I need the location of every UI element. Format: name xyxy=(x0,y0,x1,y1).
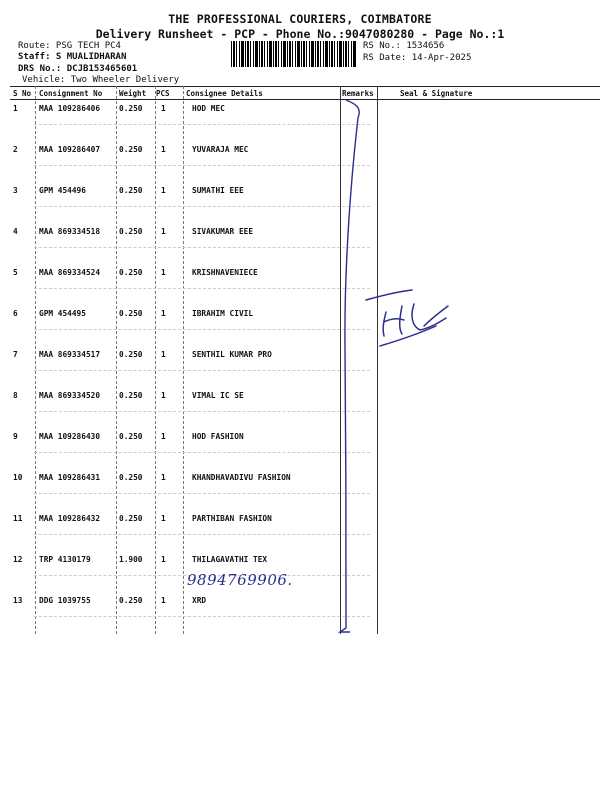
staff-label: Staff: S MUALIDHARAN xyxy=(18,52,127,62)
row-separator xyxy=(34,493,370,494)
row-separator xyxy=(34,452,370,453)
row-consignee: THILAGAVATHI TEX xyxy=(192,555,268,564)
row-consignment: MAA 869334524 xyxy=(39,268,101,277)
row-consignment: MAA 109286407 xyxy=(39,145,101,154)
table-row xyxy=(10,305,600,346)
row-pcs: 1 xyxy=(161,391,166,400)
row-weight: 0.250 xyxy=(119,104,143,113)
row-consignment: MAA 869334520 xyxy=(39,391,101,400)
row-pcs: 1 xyxy=(161,145,166,154)
row-pcs: 1 xyxy=(161,555,166,564)
row-consignee: HOD FASHION xyxy=(192,432,244,441)
row-sno: 4 xyxy=(13,227,18,236)
row-sno: 12 xyxy=(13,555,23,564)
row-consignment: MAA 109286430 xyxy=(39,432,101,441)
row-pcs: 1 xyxy=(161,268,166,277)
runsheet-subtitle: Delivery Runsheet - PCP - Phone No.:9047080280 - Page No.:1 xyxy=(95,27,505,41)
table-top-border xyxy=(10,86,600,87)
row-weight: 0.250 xyxy=(119,514,143,523)
row-consignee: KRISHNAVENIECE xyxy=(192,268,258,277)
col-header-sno: S No xyxy=(13,89,32,98)
row-sno: 10 xyxy=(13,473,23,482)
row-separator xyxy=(34,616,370,617)
row-pcs: 1 xyxy=(161,432,166,441)
row-pcs: 1 xyxy=(161,309,166,318)
row-separator xyxy=(34,288,370,289)
barcode-icon xyxy=(231,41,357,67)
table-row xyxy=(10,141,600,182)
row-pcs: 1 xyxy=(161,186,166,195)
row-sno: 6 xyxy=(13,309,18,318)
table-row xyxy=(10,223,600,264)
row-separator xyxy=(34,206,370,207)
row-weight: 1.900 xyxy=(119,555,143,564)
col-header-seal: Seal & Signature xyxy=(400,89,473,98)
row-weight: 0.250 xyxy=(119,186,143,195)
row-separator xyxy=(34,247,370,248)
row-sno: 3 xyxy=(13,186,18,195)
col-header-consignee: Consignee Details xyxy=(186,89,263,98)
table-row xyxy=(10,428,600,469)
drs-number: DRS No.: DCJB153465601 xyxy=(18,64,138,74)
row-sno: 7 xyxy=(13,350,18,359)
table-row xyxy=(10,182,600,223)
row-pcs: 1 xyxy=(161,350,166,359)
row-consignee: XRD xyxy=(192,596,207,605)
row-consignment: MAA 869334517 xyxy=(39,350,101,359)
row-separator xyxy=(34,411,370,412)
company-title: THE PROFESSIONAL COURIERS, COIMBATORE xyxy=(168,12,432,26)
row-sno: 9 xyxy=(13,432,18,441)
row-consignment: DDG 1039755 xyxy=(39,596,91,605)
row-sno: 8 xyxy=(13,391,18,400)
table-row xyxy=(10,387,600,428)
row-pcs: 1 xyxy=(161,514,166,523)
row-pcs: 1 xyxy=(161,227,166,236)
row-weight: 0.250 xyxy=(119,268,143,277)
row-consignee: YUVARAJA MEC xyxy=(192,145,249,154)
row-consignee: HOD MEC xyxy=(192,104,225,113)
row-weight: 0.250 xyxy=(119,596,143,605)
row-consignment: MAA 869334518 xyxy=(39,227,101,236)
table-row xyxy=(10,346,600,387)
runsheet-table xyxy=(10,86,600,634)
row-consignment: TRP 4130179 xyxy=(39,555,91,564)
handwritten-phone: 9894769906. xyxy=(187,571,293,589)
row-separator xyxy=(34,370,370,371)
row-sno: 1 xyxy=(13,104,18,113)
table-row xyxy=(10,469,600,510)
row-pcs: 1 xyxy=(161,596,166,605)
row-consignment: MAA 109286406 xyxy=(39,104,101,113)
row-weight: 0.250 xyxy=(119,145,143,154)
table-row xyxy=(10,100,600,141)
vehicle-label: Vehicle: Two Wheeler Delivery xyxy=(22,75,180,85)
table-row xyxy=(10,264,600,305)
row-consignee: SUMATHI EEE xyxy=(192,186,244,195)
row-sno: 2 xyxy=(13,145,18,154)
row-weight: 0.250 xyxy=(119,227,143,236)
col-header-consignment: Consignment No xyxy=(39,89,103,98)
row-consignment: GPM 454496 xyxy=(39,186,86,195)
row-consignee: SIVAKUMAR EEE xyxy=(192,227,254,236)
col-header-pcs: PCS xyxy=(156,89,170,98)
rs-date: RS Date: 14-Apr-2025 xyxy=(363,53,472,63)
row-weight: 0.250 xyxy=(119,473,143,482)
row-consignee: IBRAHIM CIVIL xyxy=(192,309,254,318)
row-consignment: GPM 454495 xyxy=(39,309,86,318)
row-consignment: MAA 109286431 xyxy=(39,473,101,482)
table-row xyxy=(10,510,600,551)
row-weight: 0.250 xyxy=(119,309,143,318)
row-separator xyxy=(34,165,370,166)
row-consignee: VIMAL IC SE xyxy=(192,391,244,400)
route-label: Route: PSG TECH PC4 xyxy=(18,41,121,51)
row-consignee: SENTHIL KUMAR PRO xyxy=(192,350,272,359)
row-sno: 13 xyxy=(13,596,23,605)
row-separator xyxy=(34,534,370,535)
col-header-weight: Weight xyxy=(119,89,147,98)
row-pcs: 1 xyxy=(161,104,166,113)
col-header-remarks: Remarks xyxy=(342,89,374,98)
row-separator xyxy=(34,124,370,125)
row-weight: 0.250 xyxy=(119,391,143,400)
row-consignee: KHANDHAVADIVU FASHION xyxy=(192,473,291,482)
row-sno: 11 xyxy=(13,514,23,523)
row-separator xyxy=(34,329,370,330)
rs-number: RS No.: 1534656 xyxy=(363,41,445,51)
row-pcs: 1 xyxy=(161,473,166,482)
row-sno: 5 xyxy=(13,268,18,277)
row-weight: 0.250 xyxy=(119,350,143,359)
row-consignment: MAA 109286432 xyxy=(39,514,101,523)
row-consignee: PARTHIBAN FASHION xyxy=(192,514,272,523)
table-row xyxy=(10,551,600,592)
table-row xyxy=(10,592,600,633)
row-weight: 0.250 xyxy=(119,432,143,441)
